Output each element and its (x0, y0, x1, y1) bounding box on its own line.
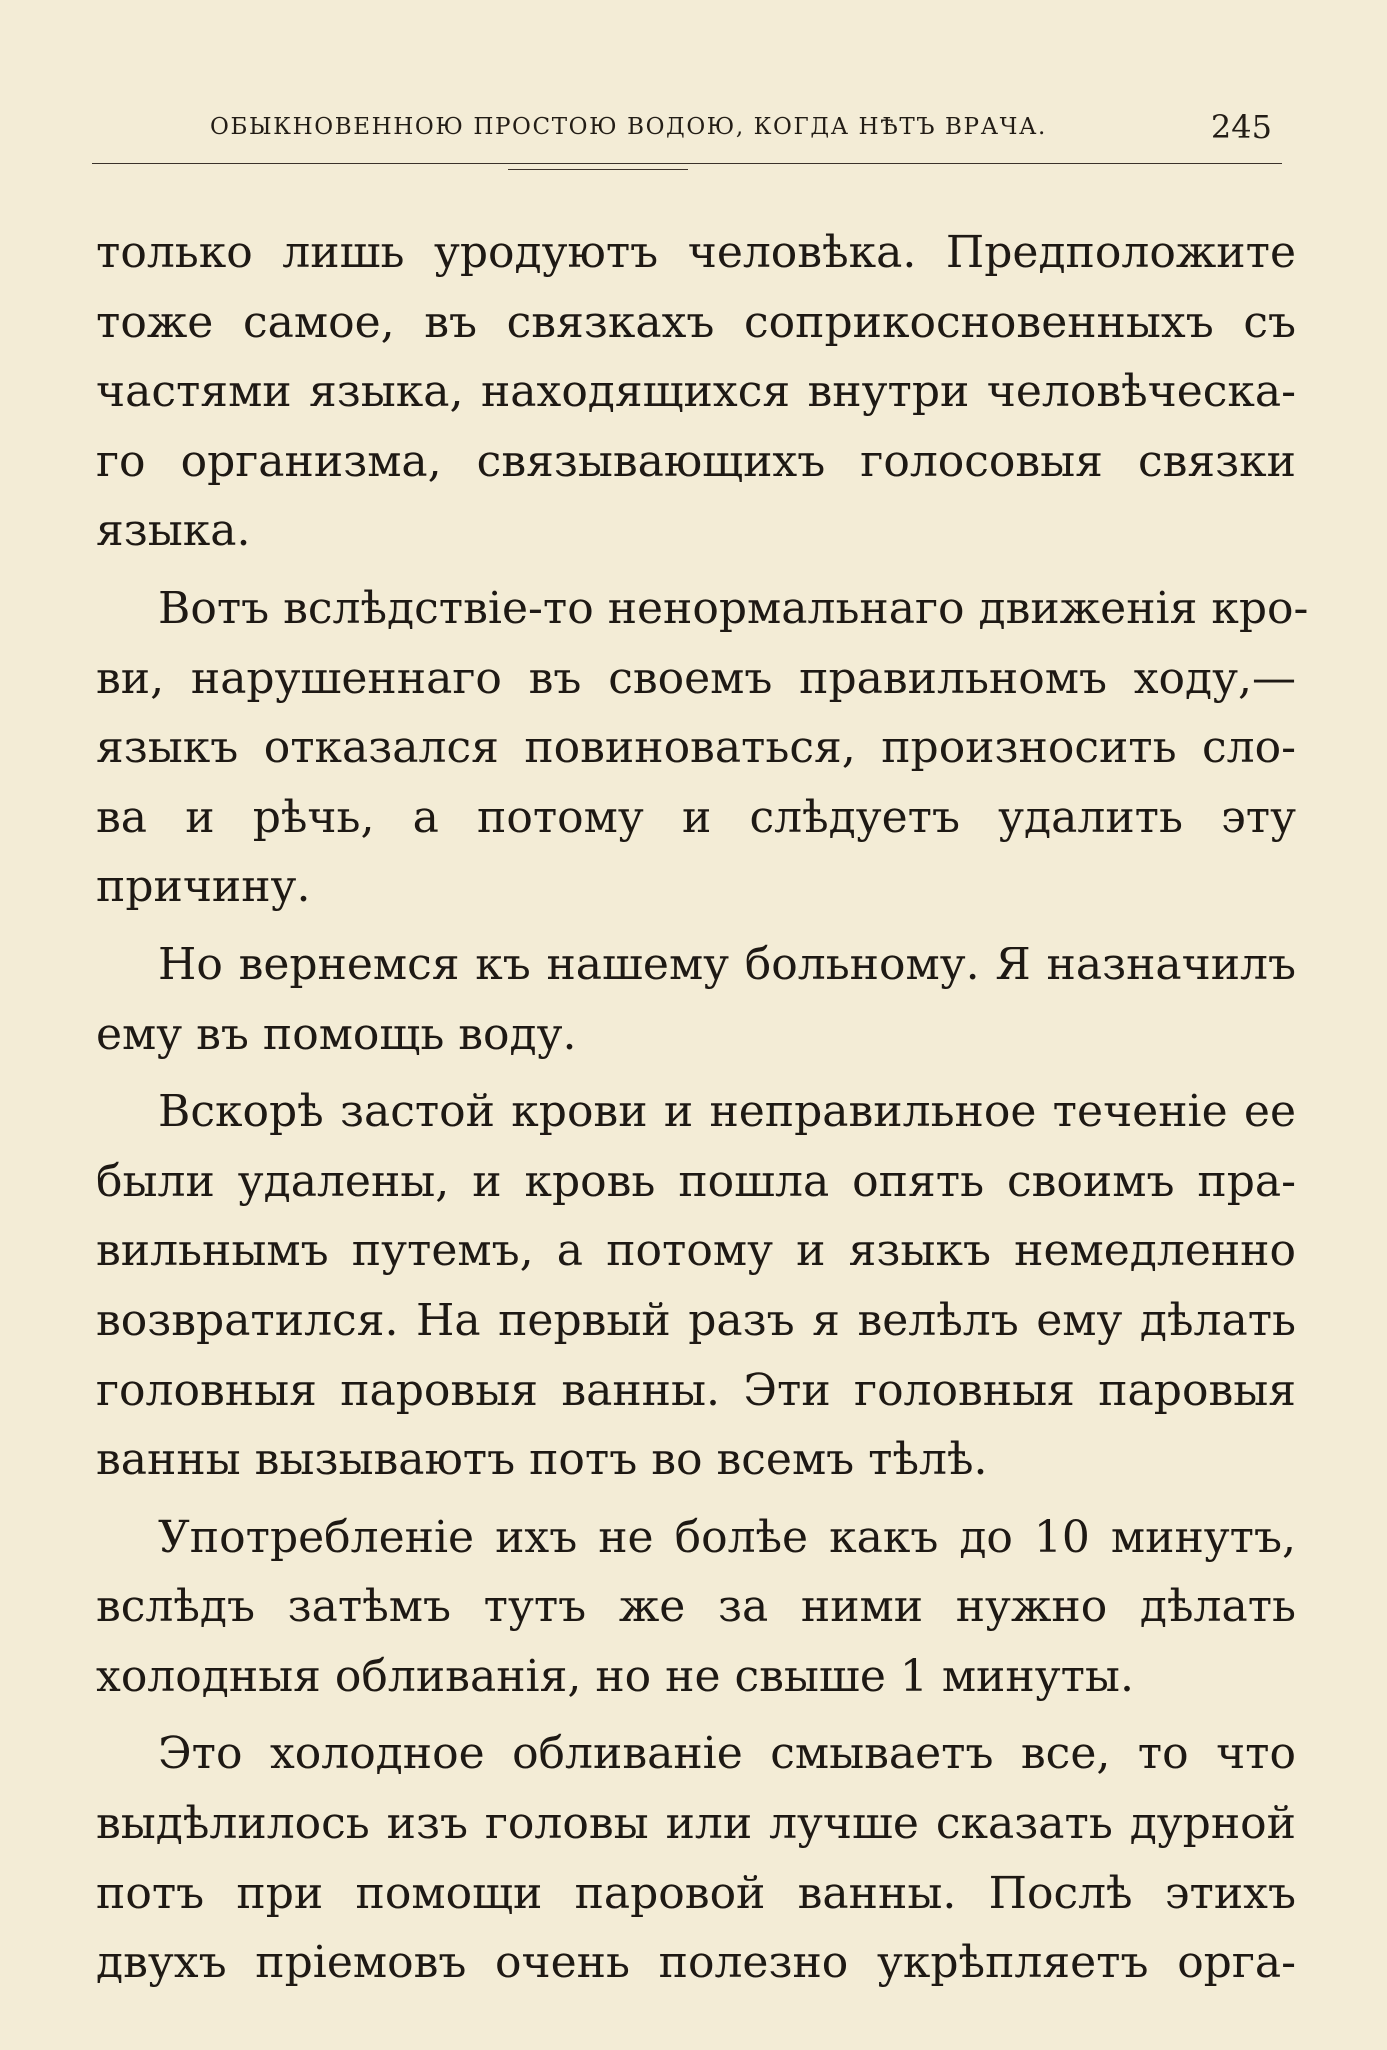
paragraph (96, 574, 1309, 922)
text-line: вильнымъ путемъ, а потому и языкъ немедленно (96, 1225, 1296, 1277)
page-header (92, 104, 1282, 154)
text-line: головныя паровыя ванны. Эти головныя паровыя (96, 1364, 1296, 1416)
header-rule-ornament (508, 169, 688, 170)
paragraph (96, 1077, 1296, 1495)
text-line: Но вернемся къ нашему больному. Я назначилъ (158, 938, 1296, 990)
page-number: 245 (1210, 108, 1272, 146)
text-line: го организма, связывающихъ голосовыя связки (96, 435, 1296, 487)
paragraph (96, 1719, 1296, 1997)
text-line: языка. (96, 505, 251, 557)
paragraph (96, 1503, 1296, 1712)
text-line: возвратился. На первый разъ я велѣлъ ему дѣлать (96, 1294, 1296, 1346)
text-line: ви, нарушеннаго въ своемъ правильномъ ходу,— (96, 652, 1296, 704)
text-line: холодныя обливанія, но не свыше 1 минуты. (96, 1650, 1134, 1702)
text-line: тоже самое, въ связкахъ соприкосновенныхъ съ (96, 296, 1296, 348)
running-title: ОБЫКНОВЕННОЮ ПРОСТОЮ ВОДОЮ, КОГДА НѢТЪ ВРАЧА. (210, 114, 1047, 140)
body-text (96, 218, 1309, 1998)
paragraph (96, 218, 1296, 566)
text-line: частями языка, находящихся внутри человѣческа- (96, 366, 1296, 418)
text-line: причину. (96, 861, 311, 913)
header-rule (92, 163, 1282, 164)
paragraph (96, 930, 1296, 1069)
text-line: выдѣлилось изъ головы или лучше сказать дурной (96, 1798, 1296, 1850)
text-line: ва и рѣчь, а потому и слѣдуетъ удалить эту (96, 791, 1296, 843)
text-line: ванны вызываютъ потъ во всемъ тѣлѣ. (96, 1434, 988, 1486)
text-line: только лишь уродуютъ человѣка. Предположите (96, 227, 1296, 278)
text-line: потъ при помощи паровой ванны. Послѣ этихъ (96, 1867, 1296, 1919)
text-line: были удалены, и кровь пошла опять своимъ пра- (96, 1155, 1296, 1207)
text-line: вслѣдъ затѣмъ тутъ же за ними нужно дѣлать (96, 1581, 1296, 1633)
text-line: ему въ помощь воду. (96, 1008, 577, 1060)
text-line: Это холодное обливаніе смываетъ все, то что (158, 1728, 1296, 1780)
text-line: Вскорѣ застой крови и неправильное теченіе ее (158, 1086, 1296, 1138)
text-line: языкъ отказался повиноваться, произносить сло- (96, 722, 1296, 774)
text-line: Употребленіе ихъ не болѣе какъ до 10 минутъ, (158, 1511, 1296, 1563)
text-line: двухъ пріемовъ очень полезно укрѣпляетъ орга- (96, 1937, 1296, 1989)
text-line: Вотъ вслѣдствіе-то ненормальнаго движенія кро- (158, 582, 1309, 634)
